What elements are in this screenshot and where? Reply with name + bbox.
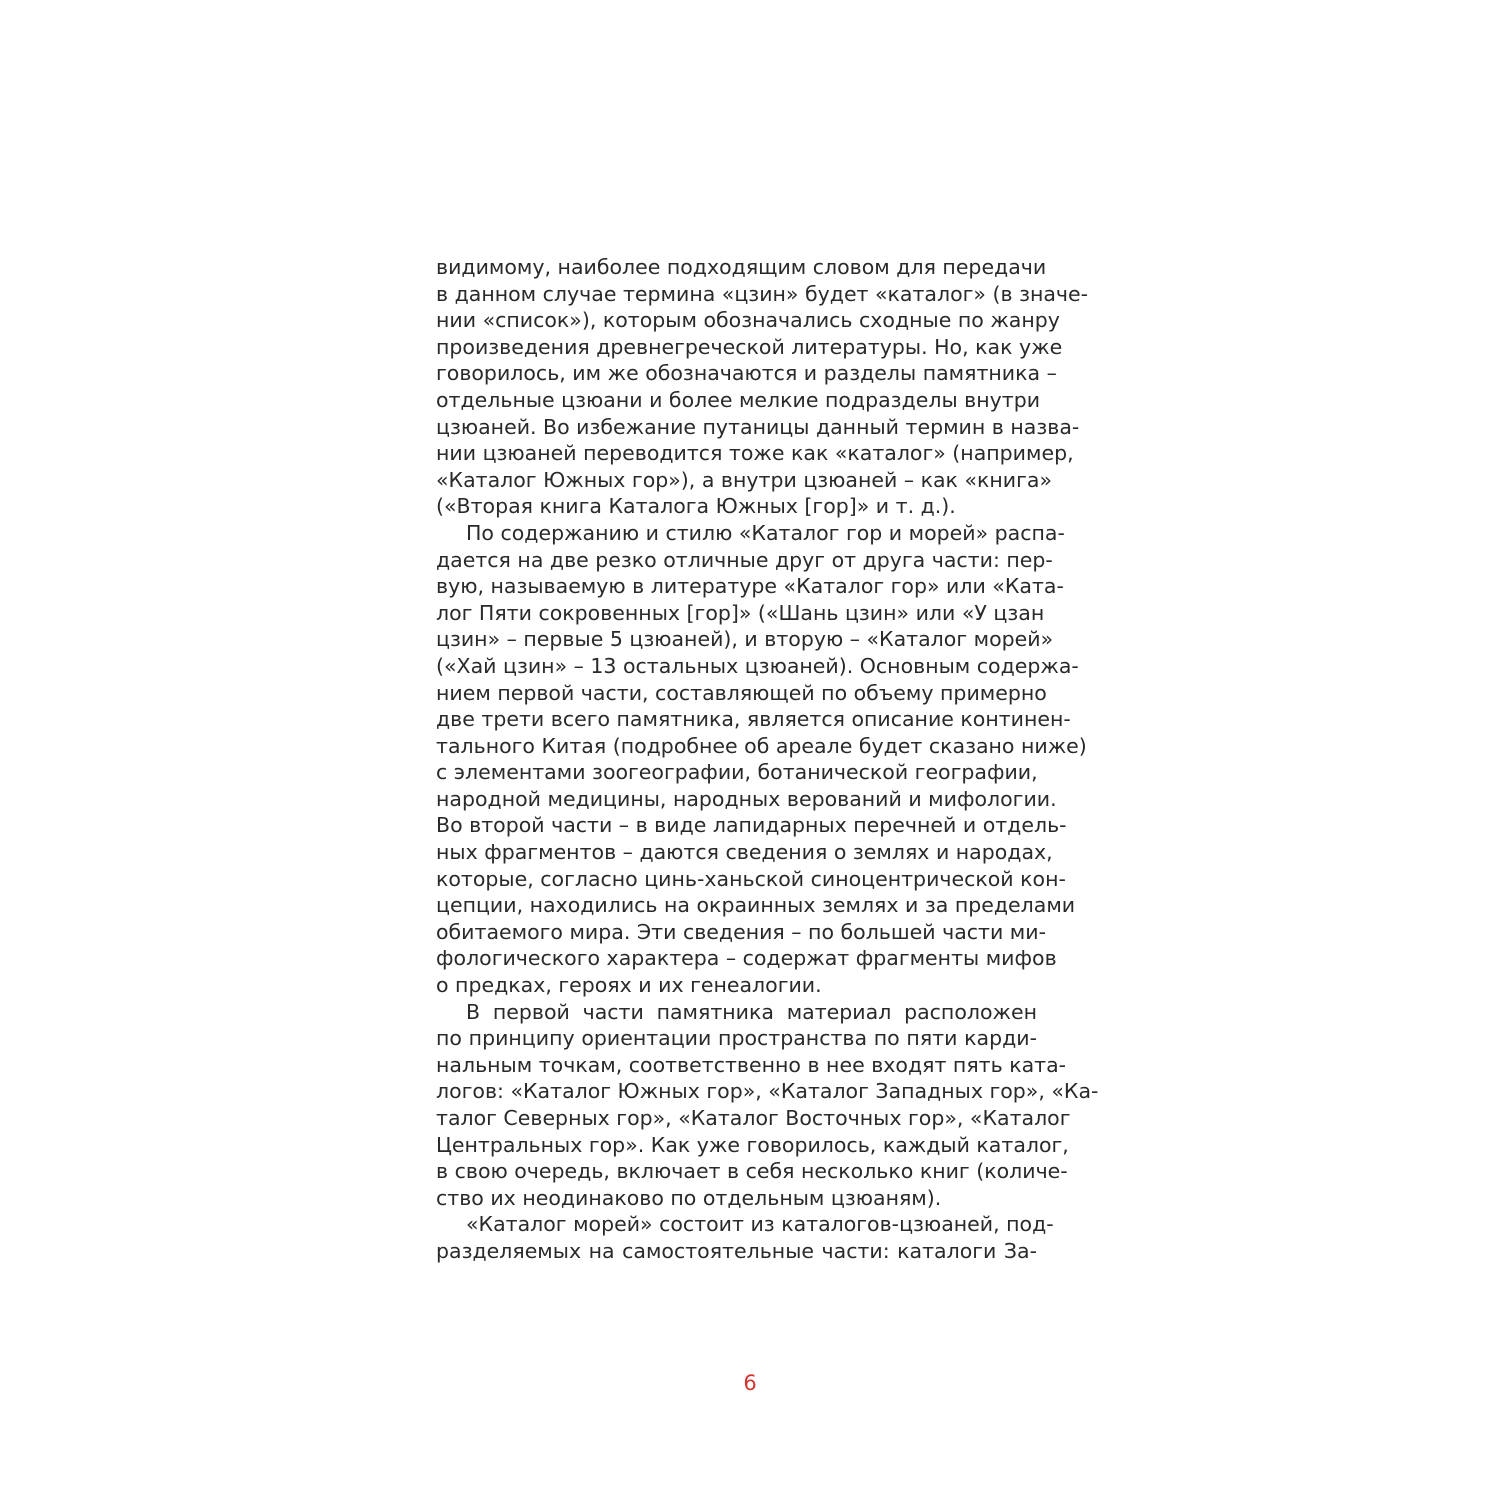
- text-line: обитаемого мира. Эти сведения – по большей части ми-: [436, 919, 1046, 944]
- text-line: в свою очередь, включает в себя несколько книг (количе-: [436, 1159, 1068, 1184]
- page-number: 6: [743, 1371, 757, 1395]
- text-line: тального Китая (подробнее об ареале будет сказано ниже): [436, 733, 1087, 758]
- text-line: разделяемых на самостоятельные части: каталоги За-: [436, 1238, 1037, 1263]
- text-line: талог Северных гор», «Каталог Восточных гор», «Каталог: [436, 1106, 1071, 1130]
- text-line: ных фрагментов – даются сведения о землях и народах,: [436, 840, 1053, 865]
- text-line: говорилось, им же обозначаются и разделы памятника –: [436, 361, 1057, 386]
- body-text: [436, 254, 1099, 1265]
- text-line: нии цзюаней переводится тоже как «каталог» (например,: [436, 441, 1074, 466]
- text-line: которые, согласно цинь-ханьской синоцентрической кон-: [436, 866, 1066, 891]
- text-line: нальным точкам, соответственно в нее входят пять ката-: [436, 1052, 1067, 1077]
- text-line: Центральных гор». Как уже говорилось, каждый каталог,: [436, 1132, 1069, 1157]
- text-line: с элементами зоогеографии, ботанической географии,: [436, 760, 1038, 785]
- text-line: видимому, наиболее подходящим словом для передачи: [436, 255, 1047, 279]
- text-line: «Каталог морей» состоит из каталогов-цзюаней, под-: [466, 1212, 1054, 1237]
- text-line: произведения древнегреческой литературы. Но, как уже: [436, 334, 1063, 359]
- text-line: две трети всего памятника, является описание континен-: [436, 707, 1071, 732]
- text-line: («Хай цзин» – 13 остальных цзюаней). Основным содержа-: [436, 653, 1079, 678]
- text-line: цзин» – первые 5 цзюаней), и вторую – «Каталог морей»: [436, 627, 1054, 652]
- text-line: («Вторая книга Каталога Южных [гор]» и т. д.).: [436, 494, 956, 519]
- text-line: В первой части памятника материал расположен: [466, 999, 1037, 1024]
- text-line: по принципу ориентации пространства по пяти карди-: [436, 1026, 1037, 1051]
- text-line: По содержанию и стилю «Каталог гор и морей» распа-: [466, 520, 1065, 545]
- paragraph: [436, 520, 1087, 999]
- text-line: отдельные цзюани и более мелкие подразделы внутри: [436, 387, 1041, 412]
- text-line: нием первой части, составляющей по объему примерно: [436, 680, 1047, 705]
- text-line: в данном случае термина «цзин» будет «каталог» (в значе-: [436, 281, 1089, 306]
- paragraph: [436, 1211, 1054, 1264]
- paragraph: [436, 254, 1089, 520]
- text-line: фологического характера – содержат фрагменты мифов: [436, 946, 1057, 971]
- text-line: нии «список»), которым обозначались сходные по жанру: [436, 308, 1060, 333]
- text-line: вую, называемую в литературе «Каталог гор» или «Ката-: [436, 574, 1064, 599]
- text-line: народной медицины, народных верований и мифологии.: [436, 786, 1057, 811]
- text-line: о предках, героях и их генеалогии.: [436, 973, 822, 998]
- text-line: Во второй части – в виде лапидарных перечней и отдель-: [436, 813, 1067, 838]
- text-line: лог Пяти сокровенных [гор]» («Шань цзин» или «У цзан: [436, 600, 1045, 625]
- text-line: логов: «Каталог Южных гор», «Каталог Западных гор», «Ка-: [436, 1079, 1099, 1104]
- text-line: ство их неодинаково по отдельным цзюаням).: [436, 1185, 942, 1210]
- text-line: цзюаней. Во избежание путаницы данный термин в назва-: [436, 414, 1080, 439]
- text-line: цепции, находились на окраинных землях и за пределами: [436, 893, 1076, 918]
- text-line: дается на две резко отличные друг от друга части: пер-: [436, 547, 1053, 572]
- text-line: «Каталог Южных гор»), а внутри цзюаней – как «книга»: [436, 467, 1052, 492]
- paragraph: [436, 999, 1099, 1212]
